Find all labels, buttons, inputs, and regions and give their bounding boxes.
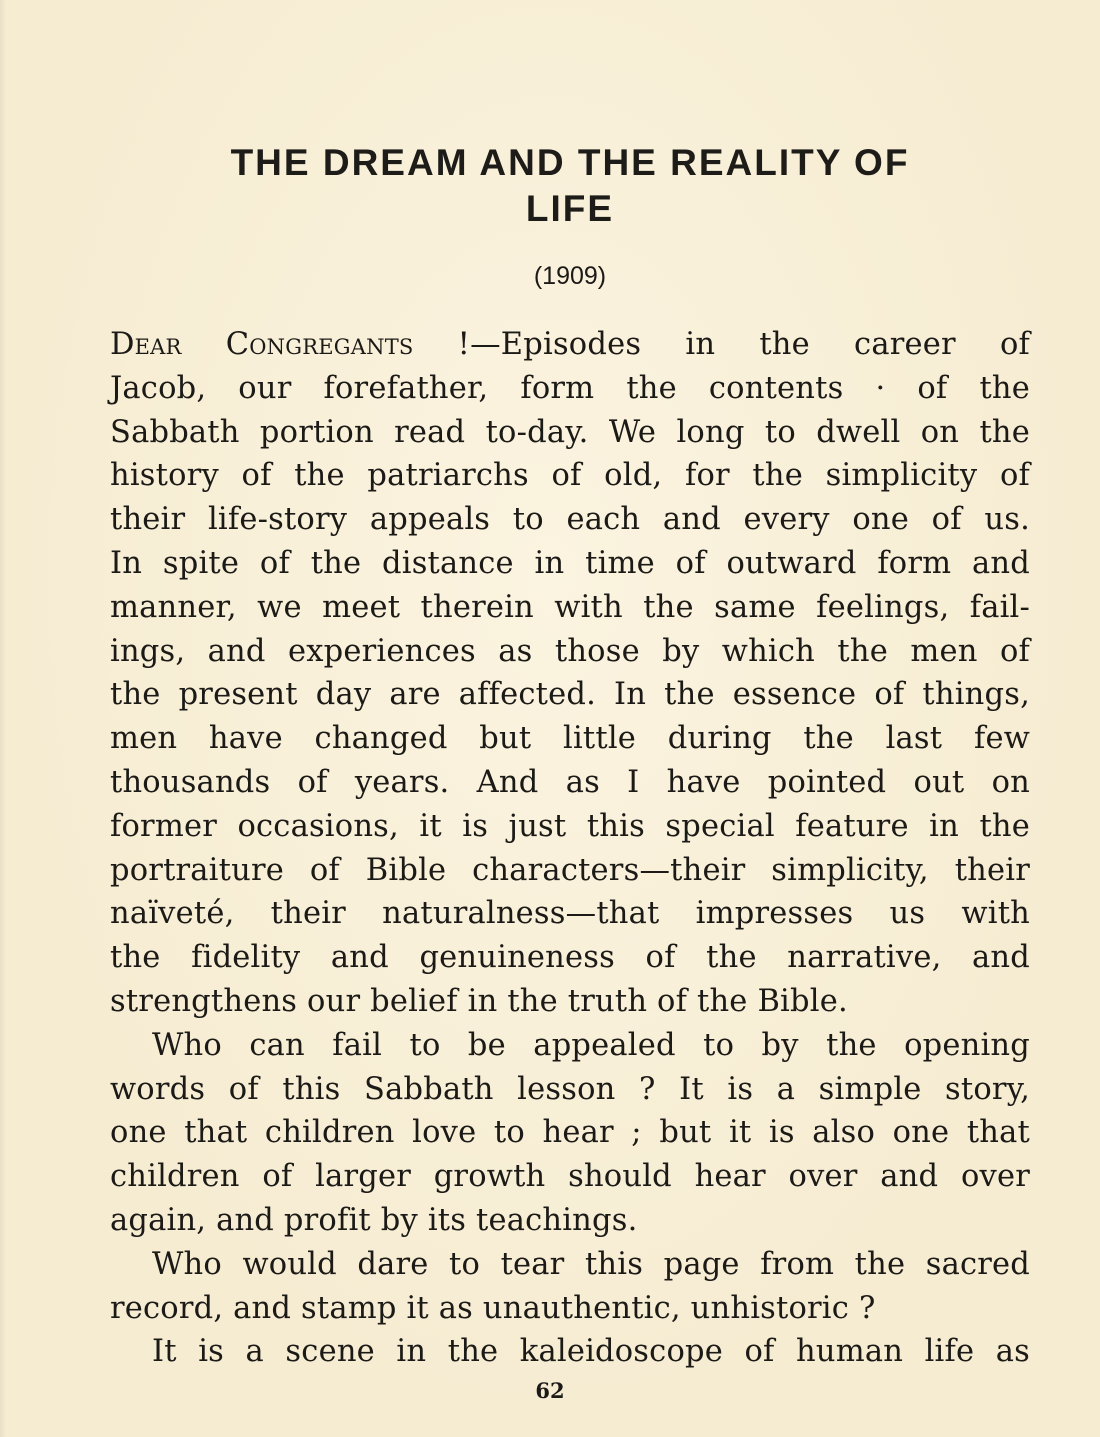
salutation: Dear Congregants xyxy=(110,327,414,362)
text-line: words of this Sabbath lesson ? It is a simple story, xyxy=(110,1071,1030,1107)
text-line: Dear Congregants !—Episodes in the career of xyxy=(110,327,1030,362)
text-line: portraiture of Bible characters—their simplicity, their xyxy=(110,852,1030,888)
text-line: the present day are affected. In the essence of things, xyxy=(110,677,1030,713)
text-line: their life-story appeals to each and every one of us. xyxy=(110,502,1030,538)
text-line: record, and stamp it as unauthentic, unhistoric ? xyxy=(110,1290,876,1326)
paragraph-1 xyxy=(110,323,1030,1024)
text-line: men have changed but little during the last few xyxy=(110,721,1030,757)
text-line: thousands of years. And as I have pointed out on xyxy=(110,764,1030,800)
page-number: 62 xyxy=(535,1378,565,1403)
chapter-title xyxy=(110,140,1030,232)
text-line: manner, we meet therein with the same feelings, fail- xyxy=(110,589,1030,625)
chapter-title-line-1: THE DREAM AND THE REALITY OF xyxy=(230,142,910,183)
paragraph-3 xyxy=(110,1243,1030,1331)
text-line: one that children love to hear ; but it is also one that xyxy=(110,1115,1030,1151)
text-line: former occasions, it is just this special feature in the xyxy=(110,808,1030,844)
text-line: It is a scene in the kaleidoscope of human life as xyxy=(152,1334,1030,1370)
text-line: naïveté, their naturalness—that impresses us with xyxy=(110,896,1030,932)
chapter-title-line-2: LIFE xyxy=(525,188,615,229)
text-line: Sabbath portion read to-day. We long to dwell on the xyxy=(110,414,1030,450)
text-line: the fidelity and genuineness of the narrative, and xyxy=(110,940,1030,976)
body-text xyxy=(110,323,1030,1374)
text-line: Who would dare to tear this page from the sacred xyxy=(152,1246,1030,1282)
text-line: history of the patriarchs of old, for the simplicity of xyxy=(110,458,1030,494)
text-line: In spite of the distance in time of outward form and xyxy=(110,545,1030,581)
text-line: children of larger growth should hear over and over xyxy=(110,1159,1030,1195)
paragraph-4 xyxy=(110,1330,1030,1374)
text-line: ings, and experiences as those by which the men of xyxy=(110,633,1030,669)
chapter-year: (1909) xyxy=(533,262,607,290)
text-line: Jacob, our forefather, form the contents · of the xyxy=(110,370,1030,406)
text-line: again, and profit by its teachings. xyxy=(110,1202,638,1238)
text-line: strengthens our belief in the truth of the Bible. xyxy=(110,983,848,1019)
paragraph-2 xyxy=(110,1024,1030,1243)
text-line: Who can fail to be appealed to by the opening xyxy=(152,1027,1030,1063)
